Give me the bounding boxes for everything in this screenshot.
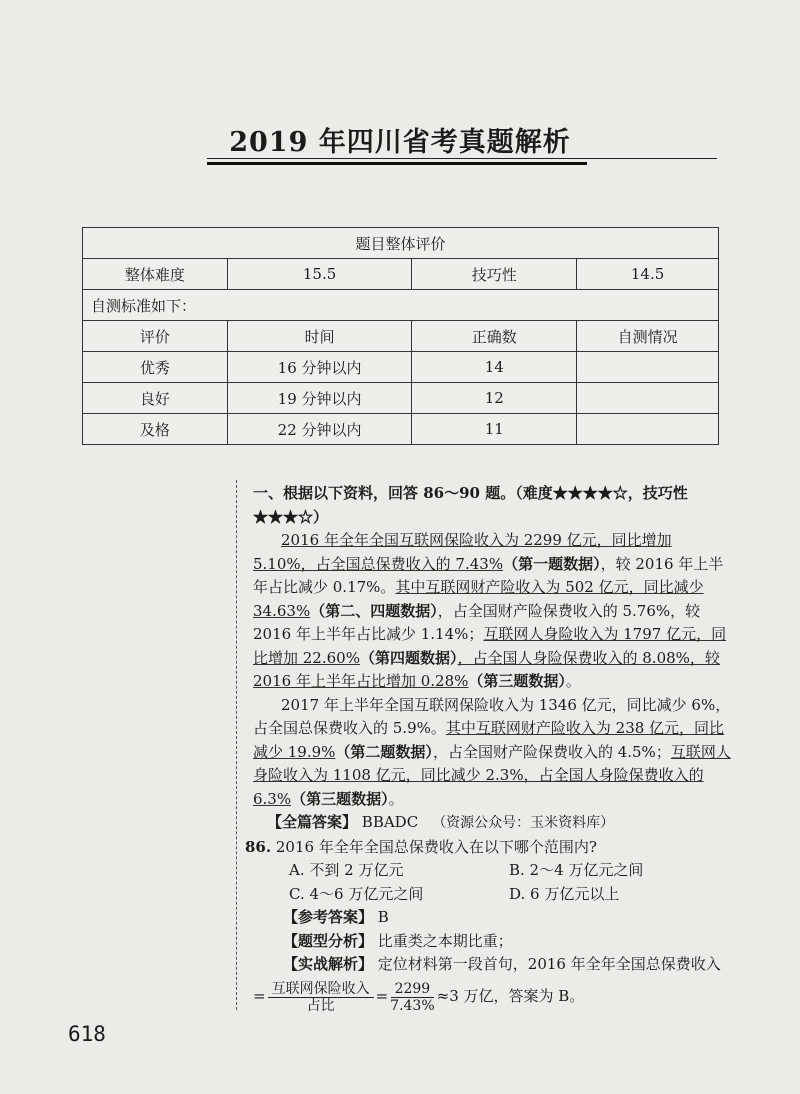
data-tag: （第三题数据） bbox=[291, 789, 389, 808]
option-b: B. 2～4 万亿元之间 bbox=[509, 861, 644, 879]
reference-answer bbox=[253, 906, 733, 930]
options bbox=[289, 859, 733, 906]
passage-intro: 一、根据以下资料，回答 86～90 题。（难度★★★★☆，技巧性★★★☆） bbox=[253, 484, 688, 526]
text-span: 。 bbox=[565, 672, 581, 690]
title-rule-thin bbox=[207, 158, 717, 159]
fraction-denominator: 占比 bbox=[306, 997, 335, 1014]
table-cell: 12 bbox=[412, 383, 577, 414]
column-header: 评价 bbox=[83, 321, 228, 352]
difficulty-value: 15.5 bbox=[227, 259, 412, 290]
column-header: 正确数 bbox=[412, 321, 577, 352]
highlight: ，占全国人身险保费收入的 8.08%，较 2016 年上半年占比增加 0.28% bbox=[253, 648, 720, 690]
type-label: 【题型分析】 bbox=[283, 931, 374, 950]
formula bbox=[253, 981, 733, 1014]
margin-dashed-line bbox=[236, 480, 247, 1010]
option-c: C. 4～6 万亿元之间 bbox=[289, 884, 424, 903]
table-row bbox=[83, 383, 719, 414]
table-cell: 优秀 bbox=[83, 352, 228, 383]
table-cell: 11 bbox=[412, 414, 577, 445]
text-span: 2017 年上半年全国互联网保险收入为 1346 亿元，同比减少 6%，占全国总保费收入的 5.9%。 bbox=[253, 695, 731, 737]
text-span: ，占全国财产险保费收入的 4.5%； bbox=[432, 742, 671, 761]
question-content bbox=[245, 482, 733, 1014]
question-number: 86. bbox=[245, 837, 272, 856]
table-row bbox=[83, 414, 719, 445]
option-a: A. 不到 2 万亿元 bbox=[289, 861, 404, 879]
table-row bbox=[83, 352, 719, 383]
table-cell: 14 bbox=[412, 352, 577, 383]
source-note: （资源公众号：玉米资料库） bbox=[432, 815, 615, 831]
page-title: 2019 年四川省考真题解析 bbox=[229, 127, 571, 158]
highlight: 2016 年全年全国互联网保险收入为 2299 亿元，同比增加5.10%，占全国总保费收入的 7.43% bbox=[253, 531, 672, 573]
full-answer bbox=[253, 811, 733, 836]
fraction-denominator: 7.43% bbox=[390, 997, 435, 1014]
question-86 bbox=[245, 836, 733, 860]
table-cell bbox=[577, 352, 719, 383]
practical-analysis bbox=[253, 953, 733, 977]
equals-sign: = bbox=[375, 987, 389, 1006]
highlight: 其中互联网财产险收入为 502 亿元，同比减少 34.63% bbox=[253, 578, 704, 620]
skill-value: 14.5 bbox=[577, 259, 719, 290]
fraction-numerator: 互联网保险收入 bbox=[268, 981, 374, 998]
criteria-label: 自测标准如下： bbox=[83, 290, 719, 321]
highlight: 互联网人身险收入为 1797 亿元，同比增加 22.60% bbox=[253, 625, 727, 667]
table-cell bbox=[577, 383, 719, 414]
skill-label: 技巧性 bbox=[412, 259, 577, 290]
analysis-value: 定位材料第一段首句，2016 年全年全国总保费收入 bbox=[377, 955, 721, 973]
fraction-1 bbox=[268, 981, 374, 1014]
analysis-label: 【实战解析】 bbox=[283, 955, 374, 973]
evaluation-table bbox=[82, 227, 719, 445]
table-cell: 19 分钟以内 bbox=[227, 383, 412, 414]
passage-paragraph-1 bbox=[253, 529, 733, 694]
text-span: 。 bbox=[388, 789, 404, 808]
text-span: ，较 2016 年上半年占比减少 0.17%。 bbox=[253, 554, 724, 596]
answer-value: BBADC bbox=[361, 813, 419, 831]
data-tag: （第二、四题数据） bbox=[310, 601, 438, 620]
option-d: D. 6 万亿元以上 bbox=[509, 884, 620, 903]
type-analysis bbox=[253, 930, 733, 954]
column-header: 时间 bbox=[227, 321, 412, 352]
table-cell: 及格 bbox=[83, 414, 228, 445]
passage-paragraph-2 bbox=[253, 694, 733, 812]
difficulty-label: 整体难度 bbox=[83, 259, 228, 290]
ref-label: 【参考答案】 bbox=[283, 908, 374, 926]
column-header: 自测情况 bbox=[577, 321, 719, 352]
ref-value: B bbox=[377, 908, 389, 926]
data-tag: （第四题数据） bbox=[359, 648, 458, 667]
page-number: 618 bbox=[68, 1022, 106, 1046]
table-heading: 题目整体评价 bbox=[83, 228, 719, 259]
answer-label: 【全篇答案】 bbox=[267, 813, 358, 831]
table-cell bbox=[577, 414, 719, 445]
text-span: ，占全国财产险保费收入的 5.76%，较 2016 年上半年占比减少 1.14%； bbox=[253, 601, 701, 643]
fraction-2 bbox=[390, 981, 434, 1014]
data-tag: （第二题数据） bbox=[335, 742, 433, 761]
table-cell: 良好 bbox=[83, 383, 228, 414]
equals-sign: = bbox=[253, 987, 266, 1006]
data-tag: （第一题数据） bbox=[503, 554, 601, 573]
highlight: 互联网人身险收入为 1108 亿元，同比减少 2.3%，占全国人身险保费收入的 6.3% bbox=[253, 742, 731, 808]
fraction-numerator: 2299 bbox=[391, 981, 435, 998]
table-cell: 16 分钟以内 bbox=[227, 352, 412, 383]
type-value: 比重类之本期比重； bbox=[377, 931, 513, 950]
formula-result: ≈3 万亿，答案为 B。 bbox=[436, 987, 585, 1006]
table-cell: 22 分钟以内 bbox=[227, 414, 412, 445]
title-rule-thick bbox=[207, 162, 587, 165]
data-tag: （第三题数据） bbox=[468, 672, 566, 690]
question-text: 2016 年全年全国总保费收入在以下哪个范围内? bbox=[275, 837, 597, 856]
highlight: 其中互联网财产险收入为 238 亿元，同比减少 19.9% bbox=[253, 719, 725, 761]
